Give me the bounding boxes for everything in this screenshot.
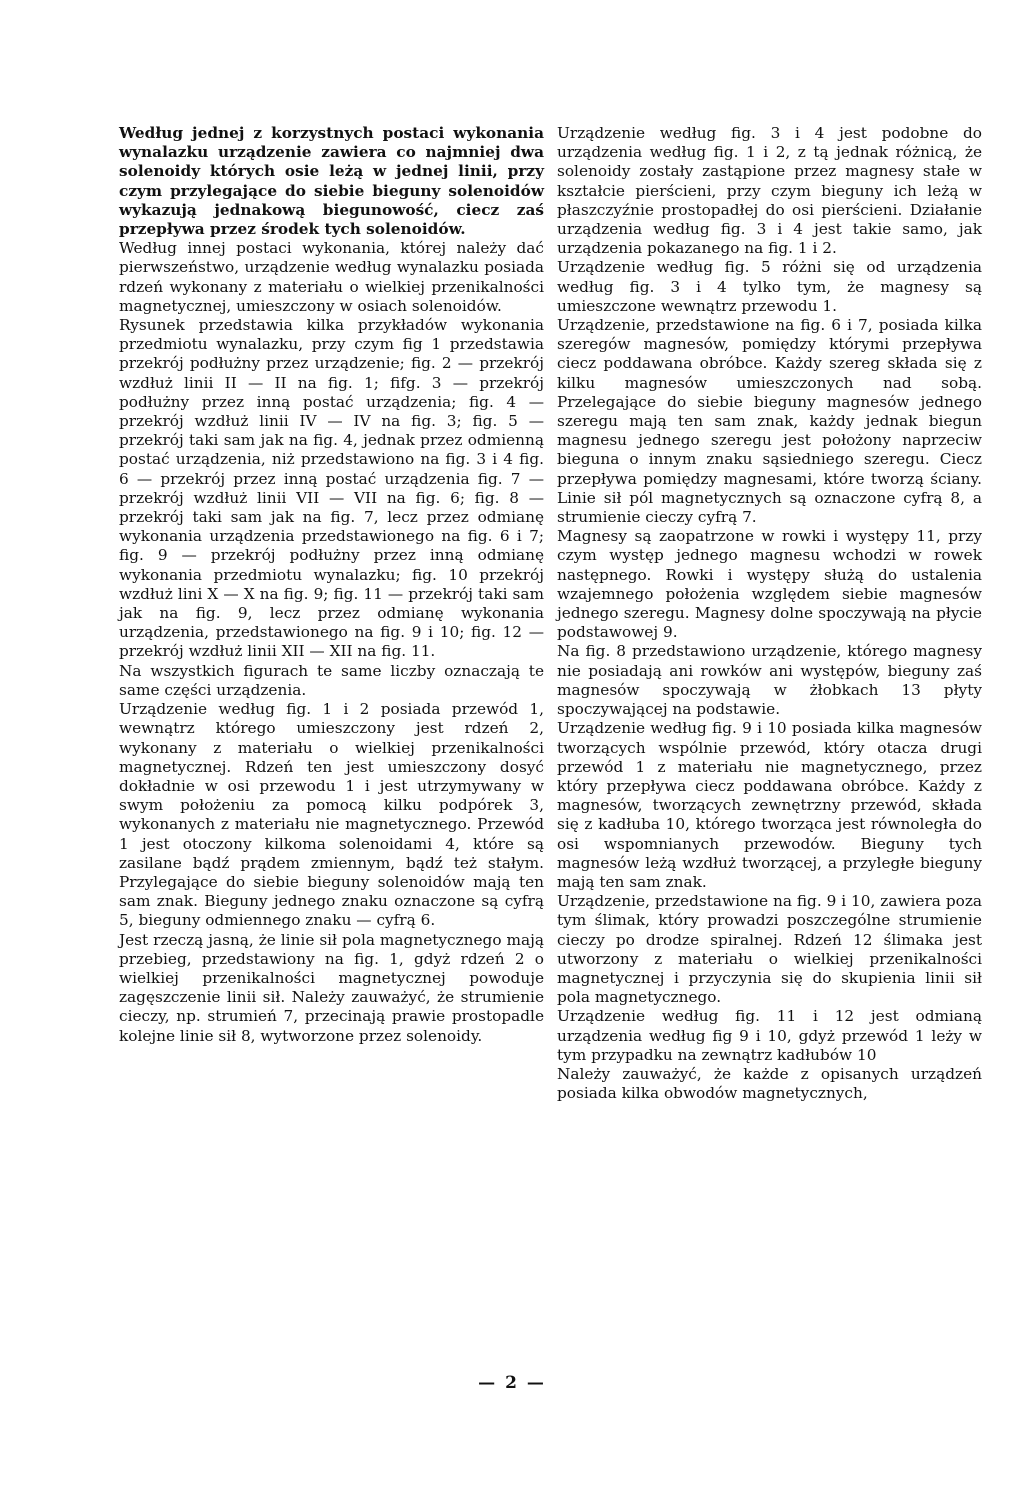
- paragraph: Urządzenie według fig. 9 i 10 posiada kilka magnesów tworzących wspólnie przewód, który otacza drugi przewód 1 z materiału nie magnetycznego, przez który przepływa ciecz poddawana obróbce. Każdy z magnesów, tworzących zewnętrzny przewód, składa się z kadłuba 10, którego tworząca jest równoległa do osi wspomnianych przewodów. Bieguny tych magnesów leżą wzdłuż tworzącej, a przyległe bieguny mają ten sam znak.: [557, 719, 982, 891]
- paragraph: Urządzenie, przedstawione na fig. 6 i 7, posiada kilka szeregów magnesów, pomiędzy którymi przepływa ciecz poddawana obróbce. Każdy szereg składa się z kilku magnesów umieszczonych nad sobą. Przelegające do siebie bieguny magnesów jednego szeregu mają ten sam znak, każdy jednak biegun magnesu jednego szeregu jest położony naprzeciw bieguna o innym znaku sąsiedniego szeregu. Ciecz przepływa pomiędzy magnesami, które tworzą ściany. Linie sił pól magnetycznych są oznaczone cyfrą 8, a strumienie cieczy cyfrą 7.: [557, 316, 982, 527]
- left-text-column: [119, 124, 544, 1046]
- paragraph: Rysunek przedstawia kilka przykładów wykonania przedmiotu wynalazku, przy czym fig 1 przedstawia przekrój podłużny przez urządzenie; fig. 2 — przekrój wzdłuż linii II — II na fig. 1; fifg. 3 — przekrój podłużny przez inną postać urządzenia; fig. 4 — przekrój wzdłuż linii IV — IV na fig. 3; fig. 5 — przekrój taki sam jak na fig. 4, jednak przez odmienną postać urządzenia, niż przedstawiono na fig. 3 i 4 fig. 6 — przekrój przez inną postać urządzenia fig. 7 — przekrój wzdłuż linii VII — VII na fig. 6; fig. 8 — przekrój taki sam jak na fig. 7, lecz przez odmianę wykonania urządzenia przedstawionego na fig. 6 i 7; fig. 9 — przekrój podłużny przez inną odmianę wykonania przedmiotu wynalazku; fig. 10 przekrój wzdłuż lini X — X na fig. 9; fig. 11 — przekrój taki sam jak na fig. 9, lecz przez odmianę wykonania urządzenia, przedstawionego na fig. 9 i 10; fig. 12 — przekrój wzdłuż linii XII — XII na fig. 11.: [119, 316, 544, 661]
- paragraph: Urządzenie według fig. 11 i 12 jest odmianą urządzenia według fig 9 i 10, gdyż przewód 1 leży w tym przypadku na zewnątrz kadłubów 10: [557, 1007, 982, 1064]
- paragraph: Należy zauważyć, że każde z opisanych urządzeń posiada kilka obwodów magnetycznych,: [557, 1064, 982, 1103]
- paragraph: Na fig. 8 przedstawiono urządzenie, którego magnesy nie posiadają ani rowków ani występów, bieguny zaś magnesów spoczywają w żłobkach 13 płyty spoczywającej na podstawie.: [557, 642, 982, 719]
- paragraph: Urządzenie, przedstawione na fig. 9 i 10, zawiera poza tym ślimak, który prowadzi poszczególne strumienie cieczy po drodze spiralnej. Rdzeń 12 ślimaka jest utworzony z materiału o wielkiej przenikalności magnetycznej i przyczynia się do skupienia linii sił pola magnetycznego.: [557, 892, 982, 1007]
- paragraph: Według jednej z korzystnych postaci wykonania wynalazku urządzenie zawiera co najmniej dwa solenoidy których osie leżą w jednej linii, przy czym przylegające do siebie bieguny solenoidów wykazują jednakową biegunowość, ciecz zaś przepływa przez środek tych solenoidów.: [119, 124, 544, 239]
- paragraph: Urządzenie według fig. 3 i 4 jest podobne do urządzenia według fig. 1 i 2, z tą jednak różnicą, że solenoidy zostały zastąpione przez magnesy stałe w kształcie pierścieni, przy czym bieguny ich leżą w płaszczyźnie prostopadłej do osi pierścieni. Działanie urządzenia według fig. 3 i 4 jest takie samo, jak urządzenia pokazanego na fig. 1 i 2.: [557, 124, 982, 258]
- paragraph: Jest rzeczą jasną, że linie sił pola magnetycznego mają przebieg, przedstawiony na fig. 1, gdyż rdzeń 2 o wielkiej przenikalności magnetycznej powoduje zagęszczenie linii sił. Należy zauważyć, że strumienie cieczy, np. strumień 7, przecinają prawie prostopadle kolejne linie sił 8, wytworzone przez solenoidy.: [119, 930, 544, 1045]
- paragraph: Na wszystkich figurach te same liczby oznaczają te same części urządzenia.: [119, 661, 544, 699]
- paragraph: Urządzenie według fig. 1 i 2 posiada przewód 1, wewnątrz którego umieszczony jest rdzeń 2, wykonany z materiału o wielkiej przenikalności magnetycznej. Rdzeń ten jest umieszczony dosyć dokładnie w osi przewodu 1 i jest utrzymywany w swym położeniu za pomocą kilku podpórek 3, wykonanych z materiału nie magnetycznego. Przewód 1 jest otoczony kilkoma solenoidami 4, które są zasilane bądź prądem zmiennym, bądź też stałym. Przylegające do siebie bieguny solenoidów mają ten sam znak. Bieguny jednego znaku oznaczone są cyfrą 5, bieguny odmiennego znaku — cyfrą 6.: [119, 700, 544, 930]
- paragraph: Według innej postaci wykonania, której należy dać pierwszeństwo, urządzenie według wynalazku posiada rdzeń wykonany z materiału o wielkiej przenikalności magnetycznej, umieszczony w osiach solenoidów.: [119, 239, 544, 315]
- right-text-column: [557, 124, 982, 1103]
- page-number: — 2 —: [478, 1373, 546, 1393]
- paragraph: Urządzenie według fig. 5 różni się od urządzenia według fig. 3 i 4 tylko tym, że magnesy są umieszczone wewnątrz przewodu 1.: [557, 258, 982, 315]
- paragraph: Magnesy są zaopatrzone w rowki i występy 11, przy czym występ jednego magnesu wchodzi w rowek następnego. Rowki i występy służą do ustalenia wzajemnego położenia względem siebie magnesów jednego szeregu. Magnesy dolne spoczywają na płycie podstawowej 9.: [557, 527, 982, 642]
